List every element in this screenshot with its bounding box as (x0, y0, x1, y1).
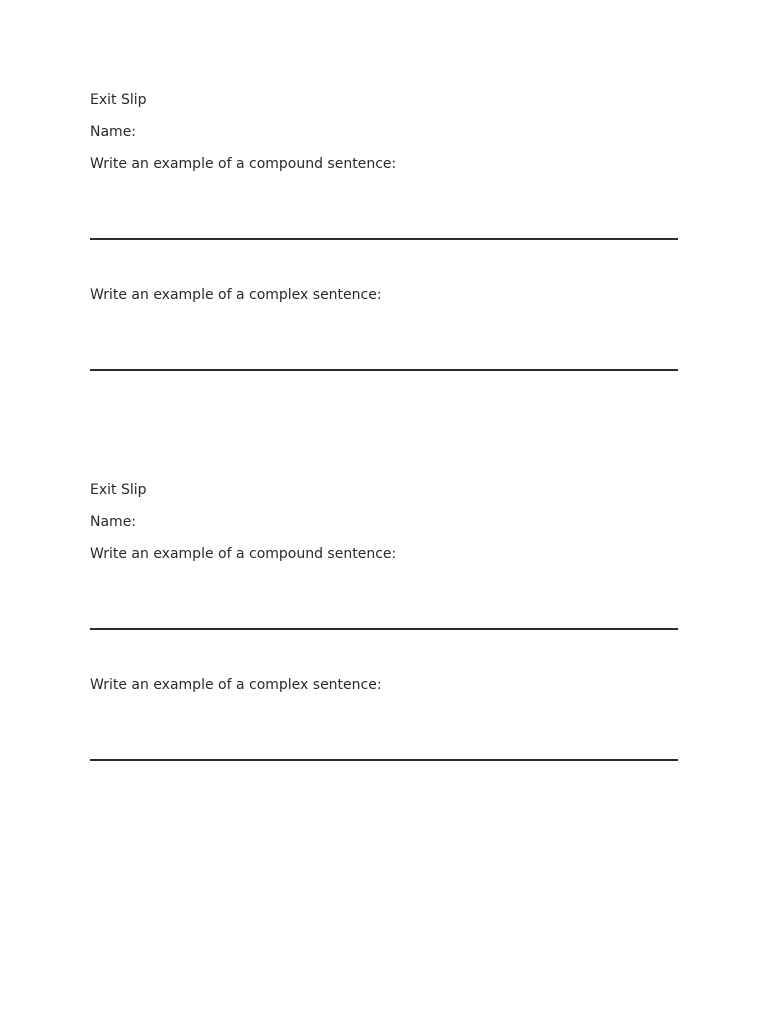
compound-sentence-prompt: Write an example of a compound sentence: (90, 156, 397, 172)
slip-title: Exit Slip (90, 482, 147, 498)
compound-sentence-prompt: Write an example of a compound sentence: (90, 546, 397, 562)
compound-answer-line (90, 238, 678, 240)
name-label: Name: (90, 514, 137, 530)
complex-sentence-prompt: Write an example of a complex sentence: (90, 677, 382, 693)
complex-sentence-prompt: Write an example of a complex sentence: (90, 287, 382, 303)
name-label: Name: (90, 124, 137, 140)
complex-answer-line (90, 369, 678, 371)
compound-answer-line (90, 628, 678, 630)
slip-title: Exit Slip (90, 92, 147, 108)
complex-answer-line (90, 759, 678, 761)
